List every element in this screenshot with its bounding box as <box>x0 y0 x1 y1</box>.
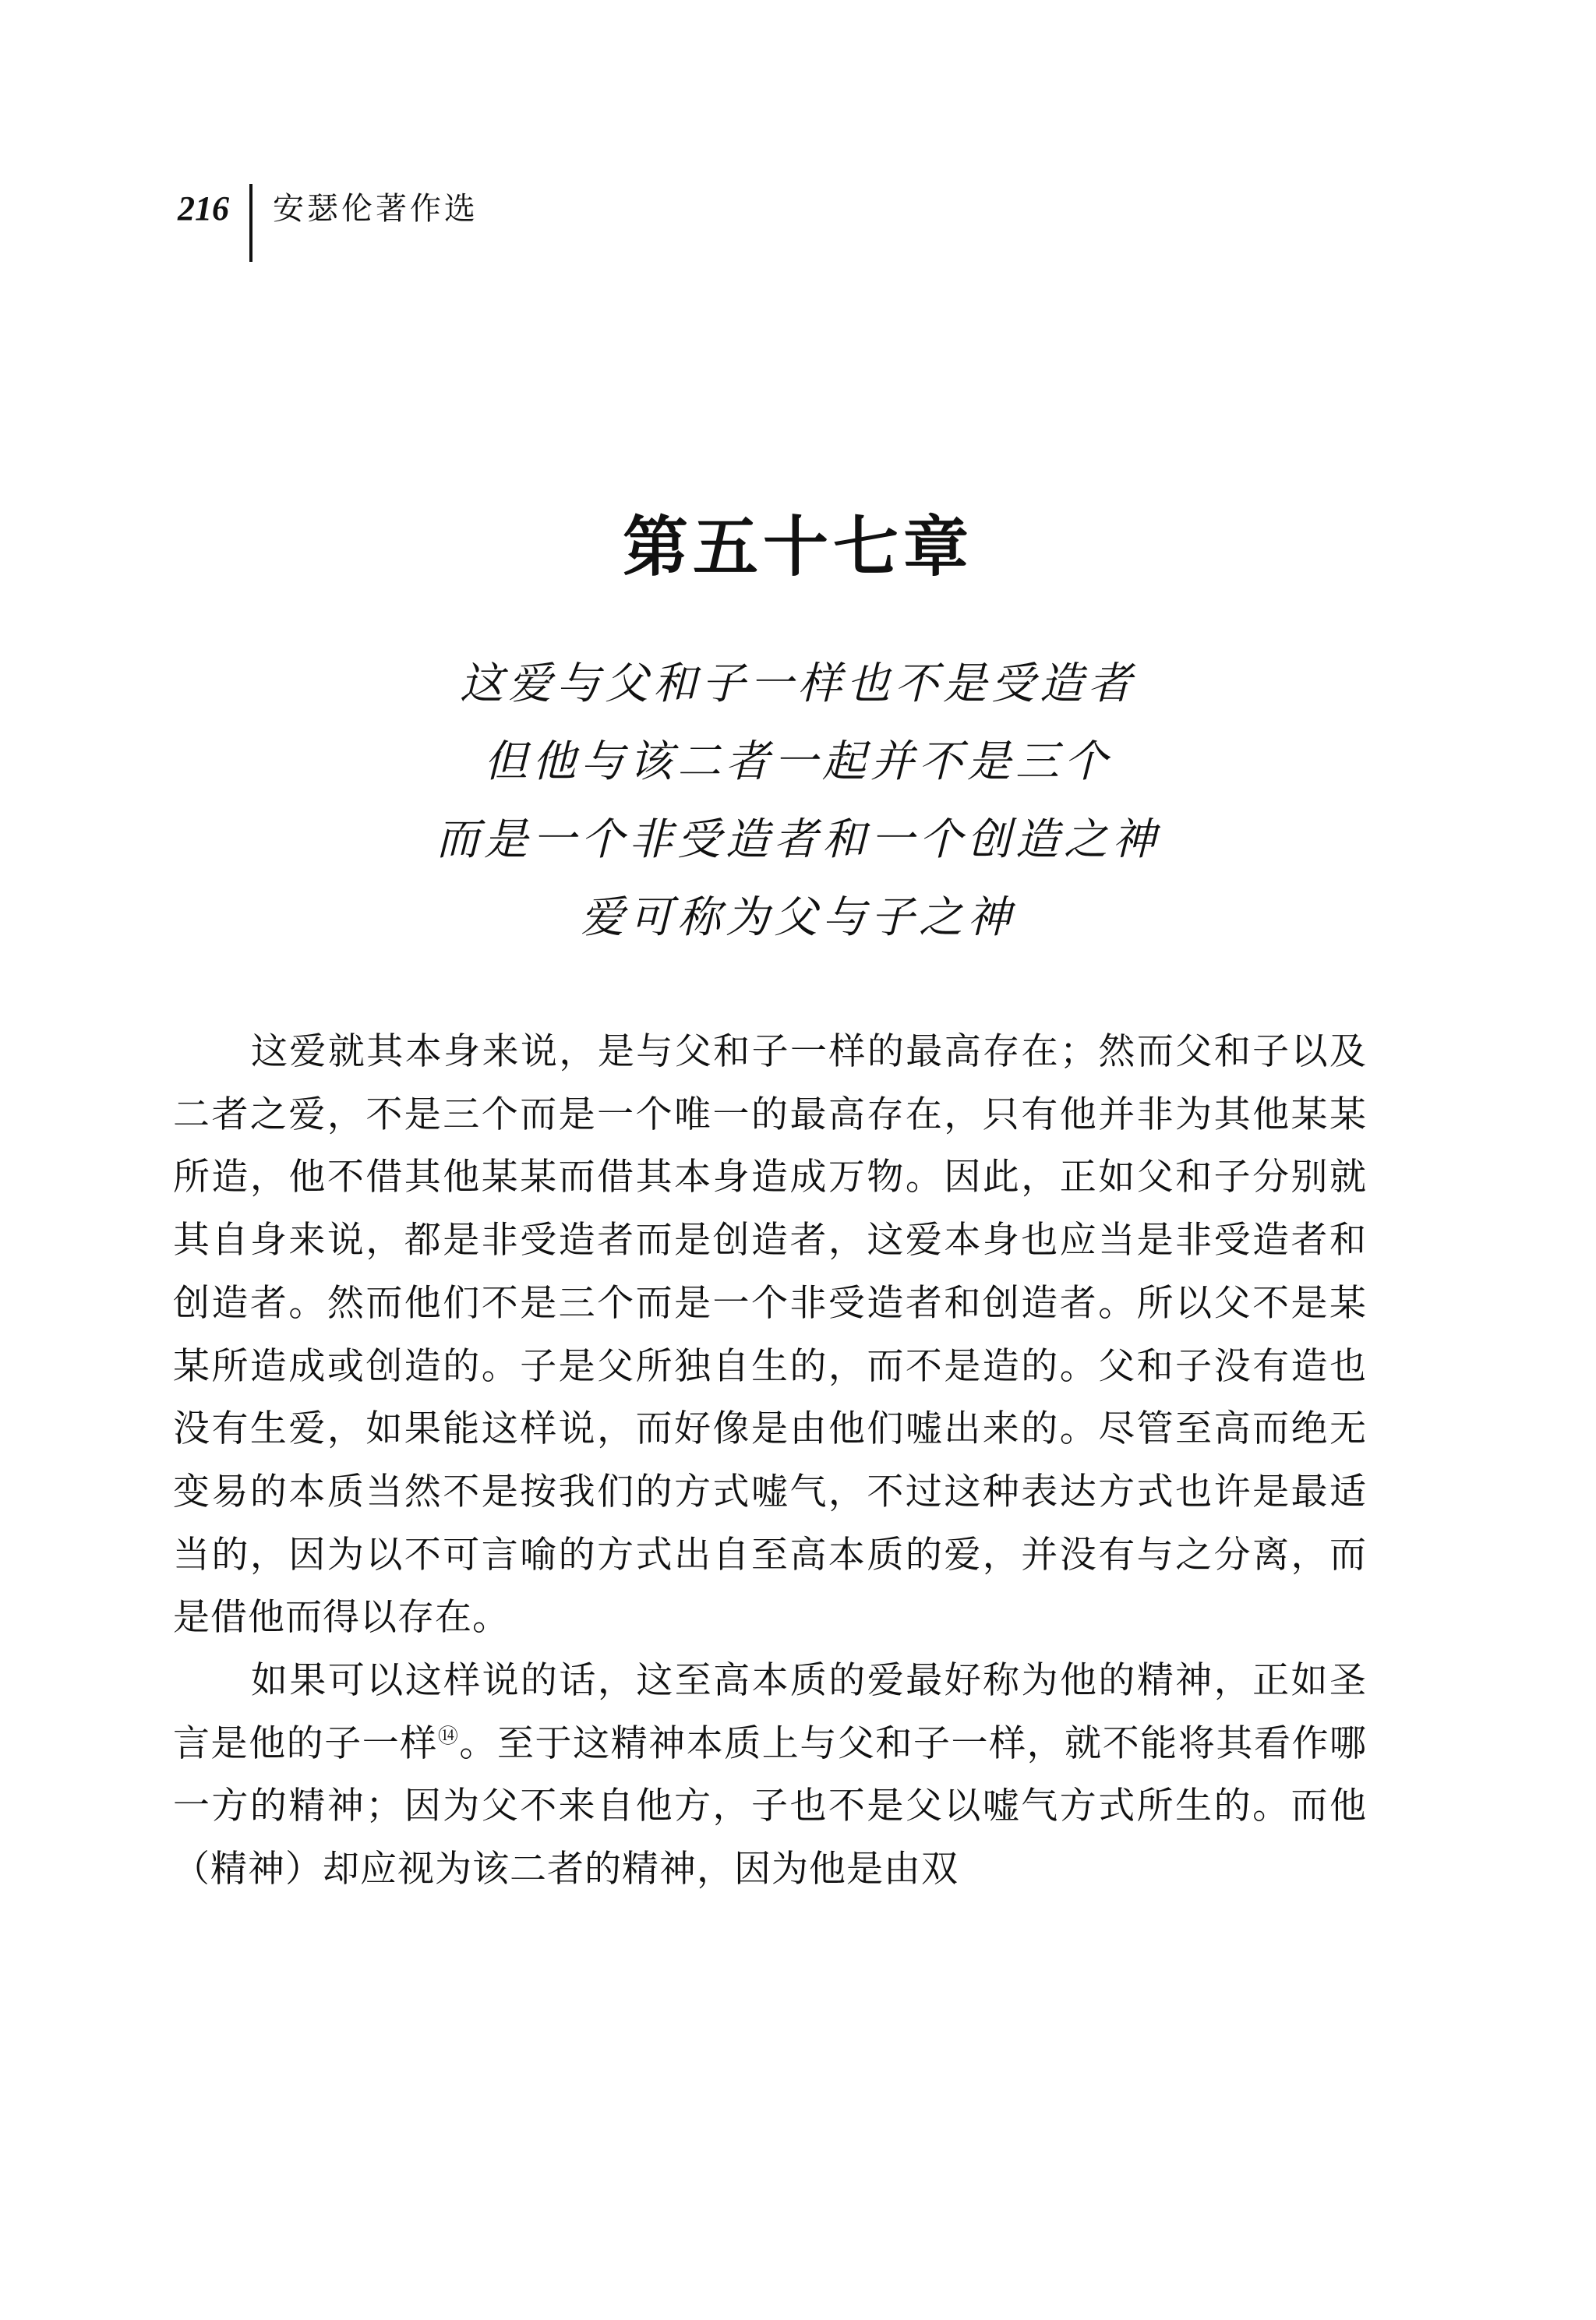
subtitle-line: 这爱与父和子一样也不是受造者 <box>460 659 1136 709</box>
footnote-reference[interactable]: ⑭ <box>437 1725 460 1749</box>
book-title: 安瑟伦著作选 <box>273 191 478 227</box>
paragraph-text: 如果可以这样说的话，这至高本质的爱最好称为他的精神，正如圣言是他的子一样 <box>173 1659 1367 1765</box>
subtitle-line: 爱可称为父与子之神 <box>581 892 1015 943</box>
paragraph-text: 。至于这精神本质上与父和子一样，就不能将其看作哪一方的精神；因为父不来自他方，子也不是父以嘘气方式所生的。而他（精神）却应视为该二者的精神，因为他是由双 <box>173 1721 1368 1891</box>
paragraph: 这爱就其本身来说，是与父和子一样的最高存在；然而父和子以及二者之爱，不是三个而是一个唯一的最高存在，只有他并非为其他某某所造，他不借其他某某而借其本身造成万物。因此，正如父和子分别就其自身来说，都是非受造者而是创造者，这爱本身也应当是非受造者和创造者。然而他们不是三个而是一个非受造者和创造者。所以父不是某某所造成或创造的。子是父所独自生的，而不是造的。父和子没有造也没有生爱，如果能这样说，而好像是由他们嘘出来的。尽管至高而绝无变易的本质当然不是按我们的方式嘘气，不过这种表达方式也许是最适当的，因为以不可言喻的方式出自至高本质的爱，并没有与之分离，而是借他而得以存在。 <box>173 1030 1367 1640</box>
body-text <box>173 1021 1367 1902</box>
running-header <box>178 184 478 262</box>
page-number: 216 <box>178 189 229 228</box>
chapter-title: 第五十七章 <box>622 508 973 585</box>
paragraph <box>173 1650 1367 1902</box>
chapter-subtitle <box>0 645 1596 957</box>
subtitle-line: 但他与该二者一起并不是三个 <box>484 736 1112 787</box>
subtitle-line: 而是一个非受造者和一个创造之神 <box>436 814 1160 865</box>
